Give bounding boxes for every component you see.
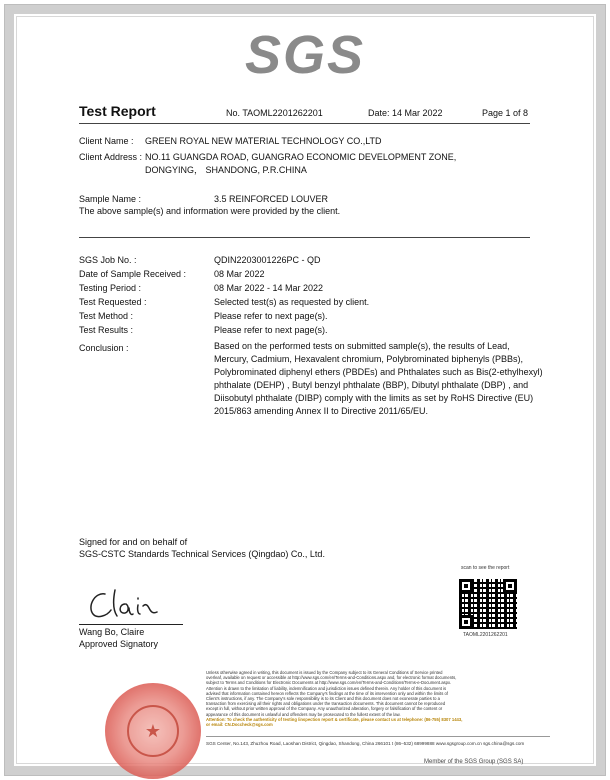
attention-line: Attention: To check the authenticity of testing /inspection report & certificate, please contact us at telephone: (86-755) 8307 1443, bbox=[206, 716, 463, 722]
handwritten-signature bbox=[85, 586, 175, 622]
sgs-logo: SGS bbox=[244, 25, 366, 85]
date-received-label: Date of Sample Received : bbox=[79, 269, 187, 279]
disclaimer-line: appearance of this document is unlawful and offenders may be prosecuted to the fullest extent of the law. bbox=[206, 711, 401, 717]
test-results: Please refer to next page(s). bbox=[214, 325, 328, 335]
conclusion-label: Conclusion : bbox=[79, 343, 129, 353]
disclaimer-line: except in full, without prior written approval of the Company. Any unauthorized alteration, forgery or falsification of the content or bbox=[206, 706, 443, 712]
section-rule bbox=[79, 237, 530, 238]
disclaimer-line: Client's instructions, if any. The Company's sole responsibility is to its Client and this document does not exonerate parties to a bbox=[206, 696, 440, 702]
test-results-label: Test Results : bbox=[79, 325, 134, 335]
header-rule bbox=[79, 123, 530, 124]
client-address-label: Client Address : bbox=[79, 152, 143, 162]
disclaimer-line: overleaf, available on request or accessible at http://www.sgs.com/en/Terms-and-Conditions.aspx and, for electronic format documents, bbox=[206, 675, 457, 681]
client-address-line2: DONGYING， SHANDONG, P.R.CHINA bbox=[145, 165, 307, 175]
disclaimer-line: subject to Terms and Conditions for Electronic Documents at http://www.sgs.com/en/Terms-and-Conditions/Terms-e-Document.aspx. bbox=[206, 680, 452, 686]
disclaimer-line: Unless otherwise agreed in writing, this document is issued by the Company subject to its General Conditions of Service printed bbox=[206, 670, 443, 675]
signatory-role: Approved Signatory bbox=[79, 639, 159, 649]
conclusion-line: 2015/863 amending Annex II to Directive 2011/65/EU. bbox=[214, 406, 428, 416]
footer-rule bbox=[206, 736, 550, 737]
conclusion-line: phthalate (DEHP) , Butyl benzyl phthalate (BBP), Dibutyl phthalate (DBP) , and bbox=[214, 380, 529, 390]
official-stamp bbox=[105, 683, 201, 779]
job-no: QDIN2203001226PC - QD bbox=[214, 255, 321, 265]
test-requested: Selected test(s) as requested by client. bbox=[214, 297, 370, 307]
footer-member: Member of the SGS Group (SGS SA) bbox=[424, 759, 524, 765]
date-received: 08 Mar 2022 bbox=[214, 269, 265, 279]
client-name-label: Client Name : bbox=[79, 136, 134, 146]
disclaimer-line: Attention is drawn to the limitation of liability, indemnification and jurisdiction issues defined therein. Any holder of this document is bbox=[206, 685, 447, 691]
conclusion-line: Mercury, Cadmium, Hexavalent chromium, Polybrominated biphenyls (PBBs), bbox=[214, 354, 523, 364]
signatory-name: Wang Bo, Claire bbox=[79, 627, 145, 637]
page-number: Page 1 of 8 bbox=[482, 108, 529, 118]
qr-caption-top: scan to see the report bbox=[461, 565, 510, 571]
qr-caption-bottom: TAOML2201262201 bbox=[463, 632, 508, 638]
qr-code[interactable] bbox=[459, 579, 517, 629]
client-address-line1: NO.11 GUANGDA ROAD, GUANGRAO ECONOMIC DEVELOPMENT ZONE, bbox=[145, 152, 457, 162]
qr-finder-icon bbox=[459, 579, 473, 593]
report-title: Test Report bbox=[79, 103, 156, 119]
footer-disclaimer bbox=[206, 670, 550, 727]
testing-period-label: Testing Period : bbox=[79, 283, 142, 293]
client-name: GREEN ROYAL NEW MATERIAL TECHNOLOGY CO.,LTD bbox=[145, 136, 382, 146]
sample-name-label: Sample Name : bbox=[79, 194, 142, 204]
sample-name: 3.5 REINFORCED LOUVER bbox=[214, 194, 329, 204]
attention-line: or email: CN.Doccheck@sgs.com bbox=[206, 722, 273, 728]
signature-line bbox=[79, 624, 183, 625]
signing-company: SGS-CSTC Standards Technical Services (Qingdao) Co., Ltd. bbox=[79, 549, 325, 559]
testing-period: 08 Mar 2022 - 14 Mar 2022 bbox=[214, 283, 324, 293]
sample-note: The above sample(s) and information were provided by the client. bbox=[79, 206, 341, 216]
conclusion-line: Polybrominated diphenyl ethers (PBDEs) and Phthalates such as Bis(2-ethylhexyl) bbox=[214, 367, 543, 377]
stamp-star-icon: ★ bbox=[127, 705, 179, 757]
report-number: No. TAOML2201262201 bbox=[226, 108, 323, 118]
qr-finder-icon bbox=[503, 579, 517, 593]
job-no-label: SGS Job No. : bbox=[79, 255, 137, 265]
disclaimer-line: transaction from exercising all their rights and obligations under the transaction documents. This document cannot be reproduced bbox=[206, 701, 446, 707]
test-method: Please refer to next page(s). bbox=[214, 311, 328, 321]
qr-finder-icon bbox=[459, 615, 473, 629]
footer-address: SGS Center, No.143, Zhuzhou Road, Laoshan District, Qingdao, Shandong, China 266101 t (86–532) 68999888 www.sgsgroup.com.cn sgs.china@sgs.com bbox=[206, 741, 525, 746]
conclusion-line: Diisobutyl phthalate (DIBP) comply with the limits as set by RoHS Directive (EU) bbox=[214, 393, 534, 403]
conclusion-text bbox=[214, 340, 566, 418]
disclaimer-line: advised that information contained hereon reflects the Company's findings at the time of its intervention only and within the limits of bbox=[206, 690, 448, 696]
test-method-label: Test Method : bbox=[79, 311, 134, 321]
signed-on-behalf: Signed for and on behalf of bbox=[79, 537, 188, 547]
test-requested-label: Test Requested : bbox=[79, 297, 147, 307]
conclusion-line: Based on the performed tests on submitted sample(s), the results of Lead, bbox=[214, 341, 510, 351]
report-date: Date: 14 Mar 2022 bbox=[368, 108, 443, 118]
